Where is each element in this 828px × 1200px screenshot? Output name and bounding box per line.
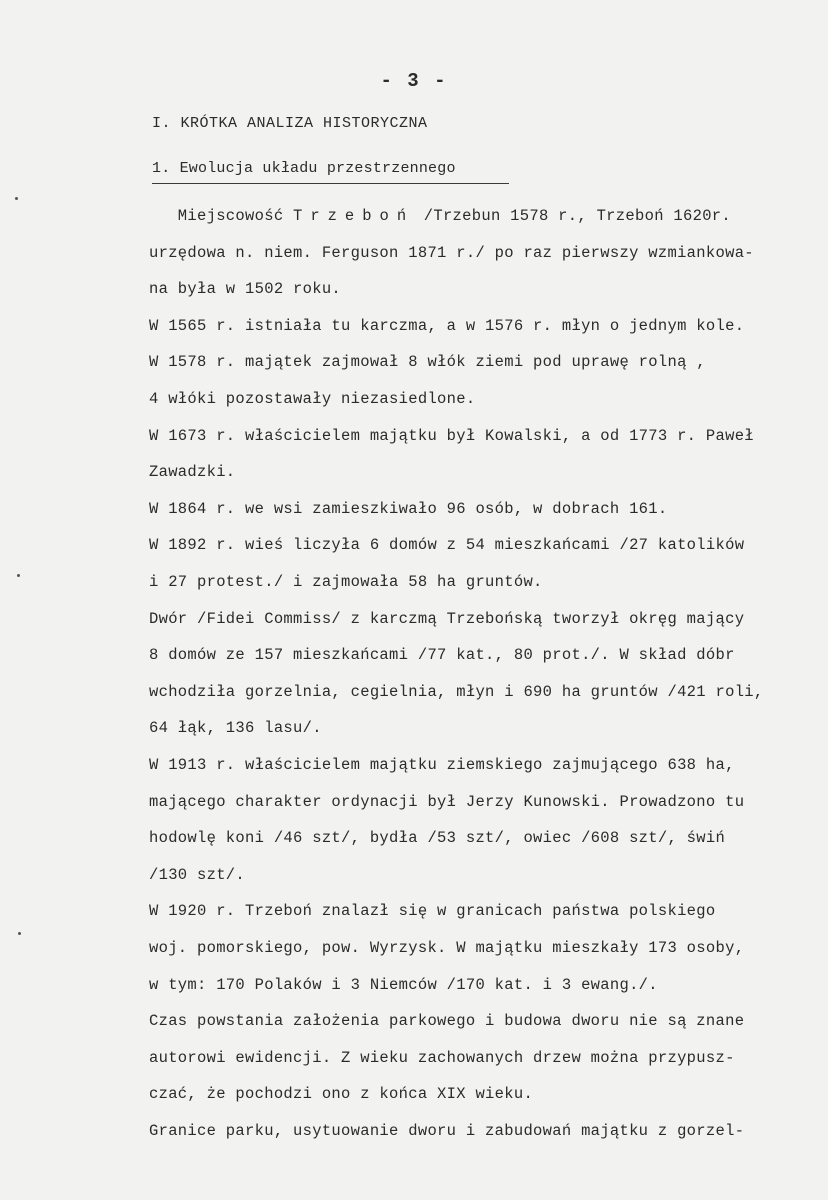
subsection-heading: 1. Ewolucja układu przestrzennego (152, 160, 509, 184)
body-line: woj. pomorskiego, pow. Wyrzysk. W majątku mieszkały 173 osoby, (149, 939, 745, 957)
body-line: W 1864 r. we wsi zamieszkiwało 96 osób, w dobrach 161. (149, 499, 668, 518)
body-line: W 1673 r. właścicielem majątku był Kowalski, a od 1773 r. Paweł (149, 426, 754, 445)
body-line: W 1913 r. właścicielem majątku ziemskiego zajmującego 638 ha, (149, 756, 735, 774)
body-line: urzędowa n. niem. Ferguson 1871 r./ po raz pierwszy wzmiankowa- (149, 243, 754, 262)
margin-mark (17, 574, 20, 577)
body-line: W 1565 r. istniała tu karczma, a w 1576 r. młyn o jednym kole. (149, 316, 745, 335)
body-line (149, 207, 731, 225)
line-text: /Trzebun 1578 r., Trzeboń 1620r. (414, 207, 732, 225)
body-line: W 1578 r. majątek zajmował 8 włók ziemi pod uprawę rolną , (149, 353, 706, 372)
body-line: czać, że pochodzi ono z końca XIX wieku. (149, 1085, 534, 1104)
body-line: i 27 protest./ i zajmowała 58 ha gruntów. (149, 573, 543, 591)
body-line: 8 domów ze 157 mieszkańcami /77 kat., 80 prot./. W skład dóbr (149, 646, 735, 665)
line-text: Miejscowość (149, 207, 294, 225)
body-line: 64 łąk, 136 lasu/. (149, 719, 322, 738)
section-heading: I. KRÓTKA ANALIZA HISTORYCZNA (152, 115, 428, 132)
body-line: Zawadzki. (149, 463, 236, 482)
body-line: w tym: 170 Polaków i 3 Niemców /170 kat. i 3 ewang./. (149, 975, 658, 994)
body-line: hodowlę koni /46 szt/, bydła /53 szt/, owiec /608 szt/, świń (149, 829, 726, 848)
body-line: /130 szt/. (149, 865, 246, 884)
body-line: mającego charakter ordynacji był Jerzy Kunowski. Prowadzono tu (149, 792, 745, 811)
page-number: - 3 - (380, 70, 448, 92)
body-line: Czas powstania założenia parkowego i budowa dworu nie są znane (149, 1012, 745, 1031)
spaced-place-name: Trzeboń (293, 207, 415, 225)
body-line: autorowi ewidencji. Z wieku zachowanych drzew można przypusz- (149, 1048, 735, 1067)
margin-mark (18, 932, 21, 935)
body-line: Dwór /Fidei Commiss/ z karczmą Trzebońską tworzył okręg mający (149, 609, 745, 628)
margin-mark (15, 197, 18, 200)
body-line: Granice parku, usytuowanie dworu i zabudowań majątku z gorzel- (149, 1122, 745, 1140)
body-line: na była w 1502 roku. (149, 280, 342, 299)
body-line: W 1920 r. Trzeboń znalazł się w granicach państwa polskiego (149, 902, 716, 921)
body-line: wchodziła gorzelnia, cegielnia, młyn i 690 ha gruntów /421 roli, (149, 682, 764, 701)
body-line: 4 włóki pozostawały niezasiedlone. (149, 390, 476, 408)
body-line: W 1892 r. wieś liczyła 6 domów z 54 mieszkańcami /27 katolików (149, 536, 745, 555)
